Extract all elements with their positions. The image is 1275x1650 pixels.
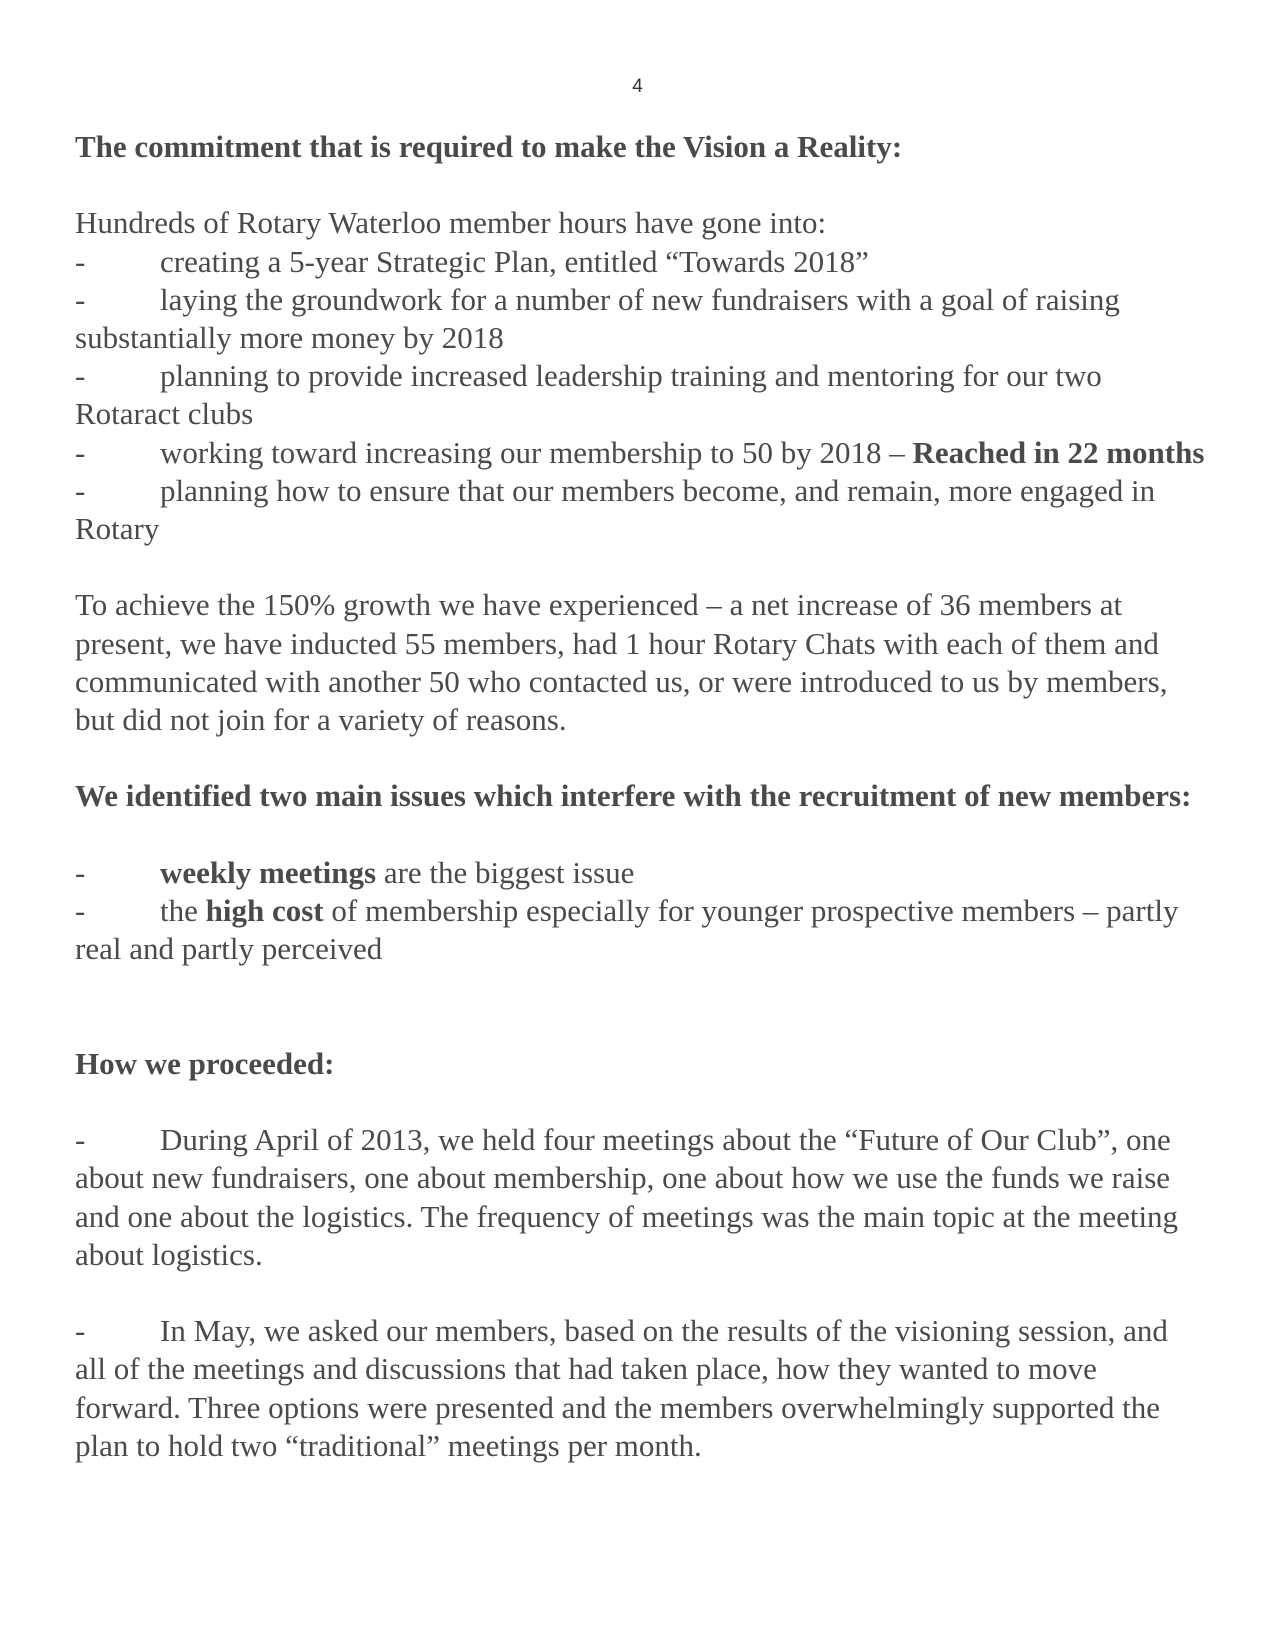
bullet-dash: - (75, 854, 86, 890)
page-content (75, 128, 1205, 1465)
bullet-dash: - (75, 281, 86, 317)
bullet-dash: - (75, 434, 86, 470)
list-item: - laying the groundwork for a number of new fundraisers with a goal of raising substantially more money by 2018 (75, 281, 1120, 355)
bullet-dash: - (75, 358, 86, 394)
section-heading-proceeded: How we proceeded: (75, 1045, 335, 1081)
page-number: 4 (632, 76, 643, 97)
list-item: - planning how to ensure that our members become, and remain, more engaged in Rotary (75, 472, 1156, 547)
issue-high-cost: high cost (205, 893, 324, 928)
list-item: - During April of 2013, we held four meetings about the “Future of Our Club”, one about new fundraisers, one about membership, one about how we use the funds we raise and one about the logistics. The frequency of meetings was the main topic at the meeting about logistics. (75, 1122, 1179, 1272)
list-item: - the high cost of membership especially for younger prospective members – partly real and partly perceived (75, 893, 1179, 967)
bullet-dash: - (75, 1122, 86, 1158)
issue-weekly-meetings: weekly meetings (160, 854, 377, 890)
list-item: - creating a 5-year Strategic Plan, entitled “Towards 2018” (75, 243, 1205, 281)
list-item: - working toward increasing our membership to 50 by 2018 – Reached in 22 months (75, 434, 1205, 472)
bullet-dash: - (75, 893, 86, 928)
bullet-dash: - (75, 472, 86, 508)
intro-paragraph: Hundreds of Rotary Waterloo member hours have gone into: (75, 205, 827, 241)
list-item: - weekly meetings are the biggest issue (75, 854, 1205, 892)
list-item: - In May, we asked our members, based on the results of the visioning session, and all of the meetings and discussions that had taken place, how they wanted to move forward. Three options were presented and the members overwhelmingly supported the plan to hold two “traditional” meetings per month. (75, 1313, 1168, 1463)
section-heading-commitment: The commitment that is required to make the Vision a Reality: (75, 129, 903, 164)
list-item: - planning to provide increased leadership training and mentoring for our two Rotaract clubs (75, 358, 1102, 432)
bullet-dash: - (75, 243, 86, 279)
growth-paragraph: To achieve the 150% growth we have experienced – a net increase of 36 members at present, we have inducted 55 members, had 1 hour Rotary Chats with each of them and communicated with another 50 who contacted us, or were introduced to us by members, but did not join for a variety of reasons. (75, 587, 1168, 738)
reached-highlight: Reached in 22 months (912, 434, 1205, 470)
section-heading-issues: We identified two main issues which interfere with the recruitment of new members: (75, 778, 1192, 814)
bullet-dash: - (75, 1313, 86, 1349)
